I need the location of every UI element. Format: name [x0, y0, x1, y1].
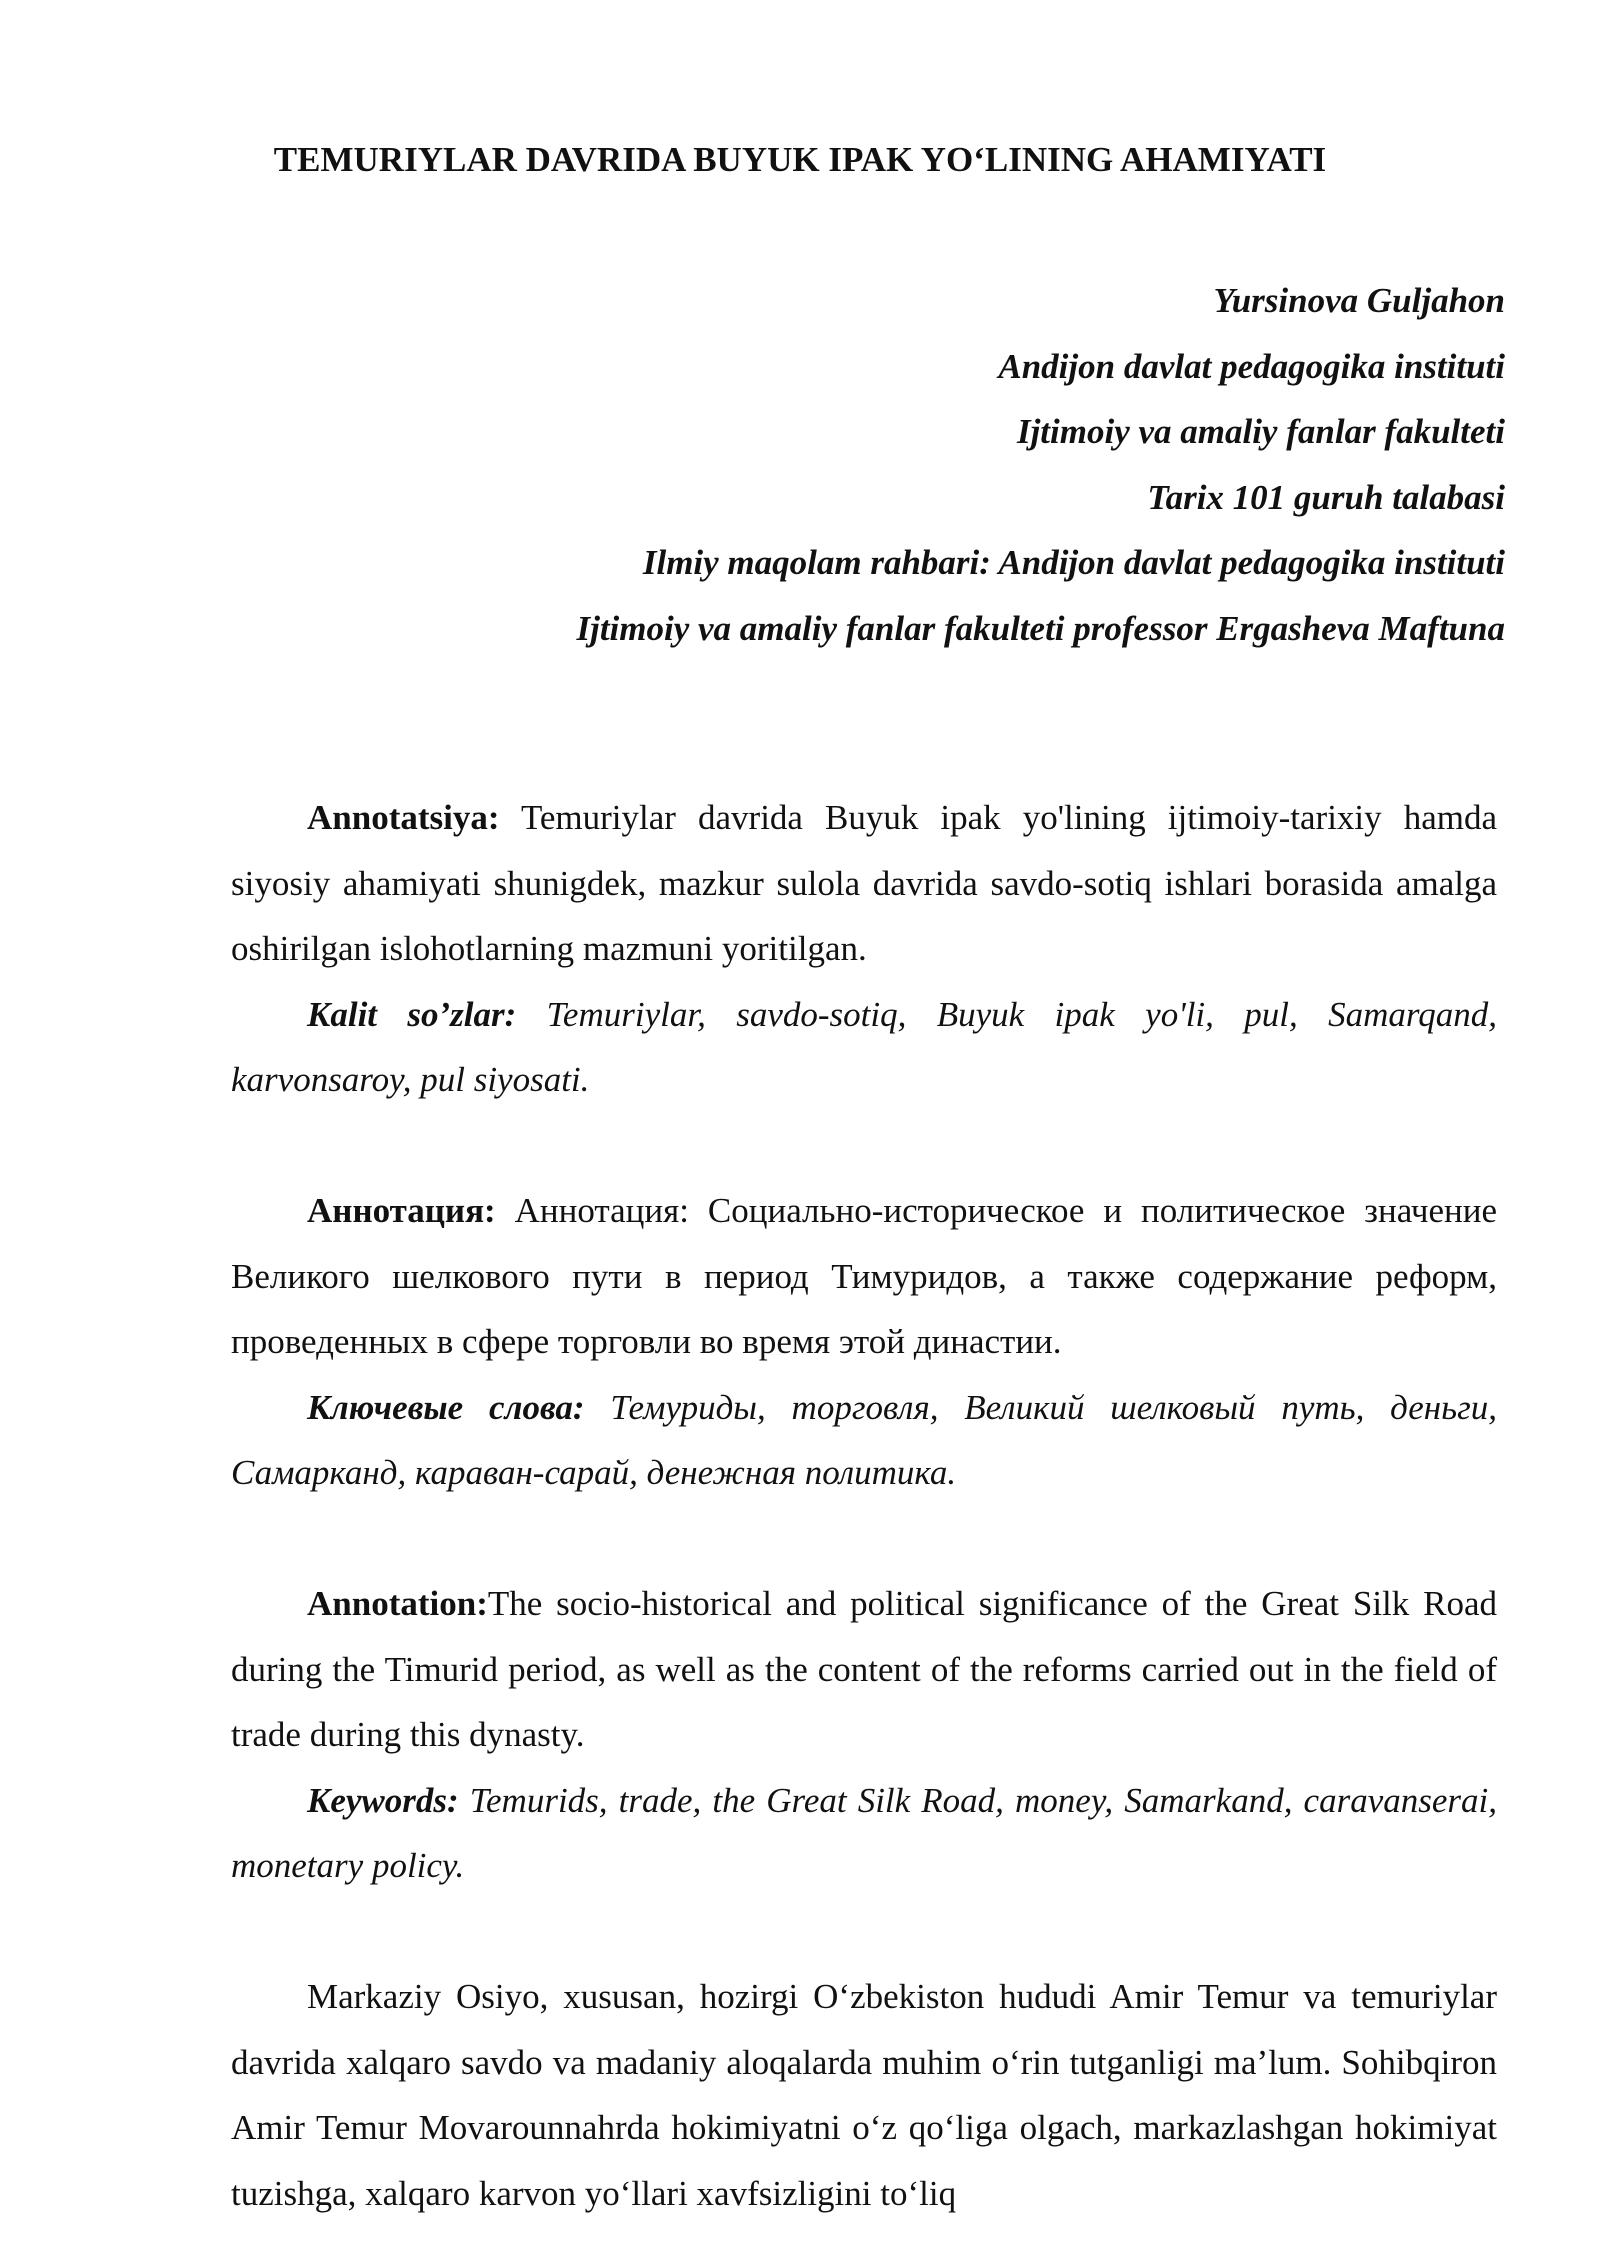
abstract-english-text: [231, 1571, 1497, 1768]
abstract-russian: [231, 1178, 1497, 1506]
keywords-uzbek-label: Kalit so’zlar:: [307, 994, 517, 1034]
abstract-uzbek-body: Temuriylar davrida Buyuk ipak yo'lining ijtimoiy-tarixiy hamda siyosiy ahamiyati shunigdek, mazkur sulola davrida savdo-sotiq ishlari borasida amalga oshirilgan islohotlarning mazmuni yoritilgan.: [231, 798, 1497, 968]
abstract-uzbek-label: Annotatsiya:: [307, 798, 500, 837]
author-group: Tarix 101 guruh talabasi: [1147, 477, 1505, 517]
author-institution: Andijon davlat pedagogika instituti: [998, 346, 1505, 386]
keywords-uzbek-list: Temuriylar, savdo-sotiq, Buyuk ipak yo'li, pul, Samarqand, karvonsaroy, pul siyosati.: [231, 994, 1497, 1099]
keywords-english: [231, 1768, 1497, 1899]
main-body: [231, 1964, 1497, 2226]
abstract-russian-label: Аннотация:: [307, 1191, 496, 1230]
body-paragraph: Markaziy Osiyo, xususan, hozirgi O‘zbekiston hududi Amir Temur va temuriylar davrida xalqaro savdo va madaniy aloqalarda muhim o‘rin tutganligi ma’lum. Sohibqiron Amir Temur Movarounnahrda hokimiyatni o‘z qo‘liga olgach, markazlashgan hokimiyat tuzishga, xalqaro karvon yo‘llari xavfsizligini to‘liq: [231, 1977, 1497, 2213]
supervisor-name: Ijtimoiy va amaliy fanlar fakulteti professor Ergasheva Maftuna: [576, 608, 1505, 648]
abstract-english-label: Annotation:: [307, 1584, 488, 1623]
author-faculty: Ijtimoiy va amaliy fanlar fakulteti: [1016, 412, 1505, 451]
abstract-uzbek-text: [231, 785, 1497, 982]
keywords-english-list: Temurids, trade, the Great Silk Road, money, Samarkand, caravanserai, monetary policy.: [231, 1780, 1497, 1885]
keywords-russian-list: Темуриды, торговля, Великий шелковый путь, деньги, Самарканд, караван-сарай, денежная политика.: [231, 1387, 1497, 1492]
article-title: TEMURIYLAR DAVRIDA BUYUK IPAK YO‘LINING AHAMIYATI: [273, 140, 1327, 179]
abstract-uzbek: [231, 785, 1497, 1113]
abstract-russian-body: Аннотация: Социально-историческое и политическое значение Великого шелкового пути в период Тимуридов, а также содержание реформ, проведенных в сфере торговли во время этой династии.: [231, 1191, 1497, 1361]
keywords-english-label: Keywords:: [307, 1780, 459, 1820]
keywords-russian: [231, 1375, 1497, 1506]
author-name: Yursinova Guljahon: [1213, 281, 1505, 320]
keywords-uzbek: [231, 982, 1497, 1113]
keywords-russian-label: Ключевые слова:: [307, 1387, 585, 1427]
supervisor-line: Ilmiy maqolam rahbari: Andijon davlat pedagogika instituti: [642, 543, 1505, 582]
abstract-english-body: The socio-historical and political significance of the Great Silk Road during the Timurid period, as well as the content of the reforms carried out in the field of trade during this dynasty.: [231, 1584, 1497, 1754]
author-block: [305, 268, 1505, 661]
abstract-russian-text: [231, 1178, 1497, 1375]
abstract-english: [231, 1571, 1497, 1899]
